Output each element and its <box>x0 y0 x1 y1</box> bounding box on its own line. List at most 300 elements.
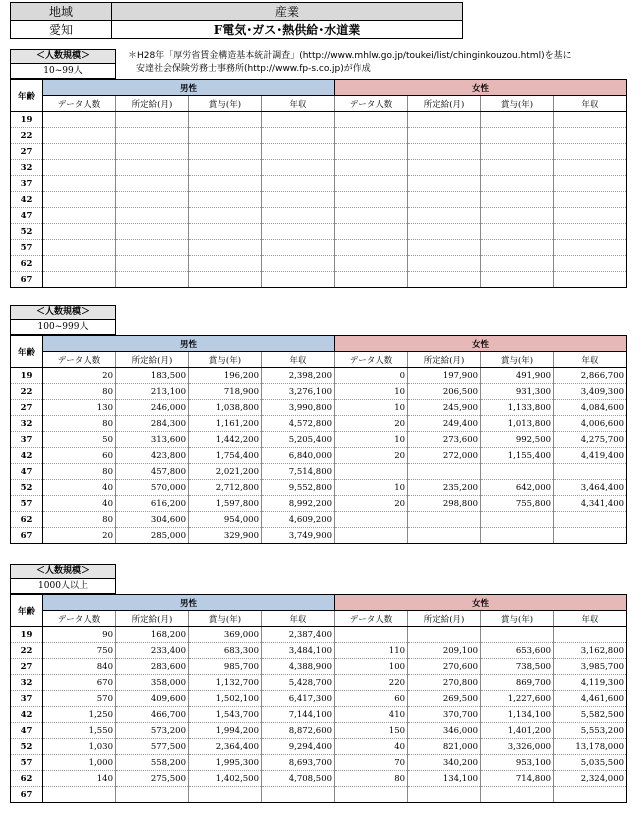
female-value-cell: 40 <box>335 739 408 755</box>
female-value-cell <box>481 240 554 256</box>
male-value-cell <box>43 176 116 192</box>
female-value-cell: 209,100 <box>408 643 481 659</box>
female-value-cell <box>408 627 481 643</box>
male-value-cell <box>43 192 116 208</box>
male-value-cell <box>43 240 116 256</box>
table-row <box>11 643 627 659</box>
male-value-cell <box>262 787 335 803</box>
age-cell: 57 <box>11 755 43 771</box>
column-header: 年収 <box>262 352 335 368</box>
female-value-cell: 60 <box>335 691 408 707</box>
female-value-cell <box>335 208 408 224</box>
female-value-cell: 206,500 <box>408 384 481 400</box>
female-value-cell: 110 <box>335 643 408 659</box>
age-cell: 47 <box>11 464 43 480</box>
male-value-cell: 213,100 <box>116 384 189 400</box>
column-header: 賞与(年) <box>481 352 554 368</box>
female-value-cell: 642,000 <box>481 480 554 496</box>
female-value-cell: 738,500 <box>481 659 554 675</box>
size-badge: ＜人数規模＞ <box>10 305 116 320</box>
female-value-cell <box>335 256 408 272</box>
male-value-cell: 1,000 <box>43 755 116 771</box>
female-value-cell <box>481 512 554 528</box>
female-value-cell: 269,500 <box>408 691 481 707</box>
male-value-cell: 985,700 <box>189 659 262 675</box>
female-value-cell: 273,600 <box>408 432 481 448</box>
column-header: 所定給(月) <box>116 96 189 112</box>
female-value-cell <box>554 528 627 544</box>
column-header: 所定給(月) <box>408 352 481 368</box>
column-header: 年収 <box>554 352 627 368</box>
male-value-cell <box>116 128 189 144</box>
male-value-cell: 2,712,800 <box>189 480 262 496</box>
male-value-cell: 140 <box>43 771 116 787</box>
female-value-cell <box>335 144 408 160</box>
table-row <box>11 675 627 691</box>
table-row <box>11 755 627 771</box>
male-value-cell: 573,200 <box>116 723 189 739</box>
female-value-cell: 3,409,300 <box>554 384 627 400</box>
male-value-cell: 8,872,600 <box>262 723 335 739</box>
age-cell: 47 <box>11 723 43 739</box>
male-value-cell: 5,205,400 <box>262 432 335 448</box>
male-value-cell: 1,402,500 <box>189 771 262 787</box>
male-value-cell: 329,900 <box>189 528 262 544</box>
female-value-cell <box>335 112 408 128</box>
male-value-cell: 1,250 <box>43 707 116 723</box>
female-value-cell <box>335 176 408 192</box>
female-value-cell: 1,133,800 <box>481 400 554 416</box>
female-value-cell <box>481 128 554 144</box>
male-value-cell: 80 <box>43 464 116 480</box>
size-scale: 100~999人 <box>10 320 116 335</box>
male-value-cell <box>189 208 262 224</box>
female-value-cell <box>481 528 554 544</box>
male-value-cell: 2,021,200 <box>189 464 262 480</box>
male-value-cell: 7,514,800 <box>262 464 335 480</box>
female-value-cell <box>408 176 481 192</box>
female-value-cell: 491,900 <box>481 368 554 384</box>
male-value-cell <box>262 112 335 128</box>
female-value-cell <box>554 464 627 480</box>
section-small <box>10 49 626 288</box>
male-value-cell: 954,000 <box>189 512 262 528</box>
female-value-cell: 4,341,400 <box>554 496 627 512</box>
female-value-cell: 10 <box>335 480 408 496</box>
male-value-cell: 40 <box>43 480 116 496</box>
column-header: 年収 <box>262 96 335 112</box>
table-row <box>11 627 627 643</box>
female-value-cell <box>554 627 627 643</box>
table-row <box>11 739 627 755</box>
female-value-cell <box>481 787 554 803</box>
female-value-cell <box>408 128 481 144</box>
male-value-cell <box>262 176 335 192</box>
column-header: データ人数 <box>43 96 116 112</box>
source-note-line1: ＊H28年「厚労省賃金構造基本統計調査」(http://www.mhlw.go.jp/toukei/list/chinginkouzou.html)を基に <box>128 51 572 61</box>
female-value-cell: 245,900 <box>408 400 481 416</box>
table-row <box>11 144 627 160</box>
male-value-cell: 1,132,700 <box>189 675 262 691</box>
male-value-cell <box>116 272 189 288</box>
male-value-cell: 40 <box>43 496 116 512</box>
male-value-cell <box>116 160 189 176</box>
male-value-cell <box>43 208 116 224</box>
female-value-cell <box>554 160 627 176</box>
size-scale: 10~99人 <box>10 64 116 79</box>
table-row <box>11 176 627 192</box>
age-cell: 62 <box>11 256 43 272</box>
table-row <box>11 659 627 675</box>
salary-grid <box>10 79 627 288</box>
female-value-cell <box>408 224 481 240</box>
male-value-cell: 313,600 <box>116 432 189 448</box>
male-value-cell: 130 <box>43 400 116 416</box>
column-header: 賞与(年) <box>189 352 262 368</box>
age-cell: 42 <box>11 707 43 723</box>
male-value-cell: 6,417,300 <box>262 691 335 707</box>
table-row <box>11 787 627 803</box>
male-value-cell: 3,990,800 <box>262 400 335 416</box>
column-header: データ人数 <box>43 611 116 627</box>
male-value-cell <box>116 176 189 192</box>
male-value-cell: 1,161,200 <box>189 416 262 432</box>
age-cell: 32 <box>11 160 43 176</box>
male-value-cell: 80 <box>43 384 116 400</box>
male-value-cell <box>189 176 262 192</box>
male-value-cell <box>43 787 116 803</box>
male-value-cell: 3,276,100 <box>262 384 335 400</box>
column-header: 年収 <box>554 96 627 112</box>
table-row <box>11 272 627 288</box>
female-value-cell: 1,227,600 <box>481 691 554 707</box>
female-value-cell <box>554 240 627 256</box>
female-value-cell <box>335 160 408 176</box>
female-value-cell <box>481 272 554 288</box>
male-value-cell: 718,900 <box>189 384 262 400</box>
table-row <box>11 512 627 528</box>
male-value-cell: 8,992,200 <box>262 496 335 512</box>
industry-value: F電気･ガス･熱供給･水道業 <box>112 21 463 39</box>
table-row <box>11 448 627 464</box>
female-value-cell: 270,600 <box>408 659 481 675</box>
age-cell: 67 <box>11 787 43 803</box>
male-value-cell: 9,552,800 <box>262 480 335 496</box>
male-value-cell <box>116 112 189 128</box>
male-value-cell: 50 <box>43 432 116 448</box>
female-value-cell: 220 <box>335 675 408 691</box>
male-value-cell: 20 <box>43 368 116 384</box>
female-value-cell: 1,401,200 <box>481 723 554 739</box>
female-value-cell <box>335 787 408 803</box>
column-header: データ人数 <box>335 611 408 627</box>
female-header: 女性 <box>335 595 627 611</box>
male-value-cell <box>116 256 189 272</box>
male-value-cell <box>262 160 335 176</box>
female-value-cell: 272,000 <box>408 448 481 464</box>
female-value-cell: 3,985,700 <box>554 659 627 675</box>
female-value-cell <box>554 112 627 128</box>
female-value-cell <box>481 627 554 643</box>
male-value-cell: 80 <box>43 512 116 528</box>
female-value-cell: 4,461,600 <box>554 691 627 707</box>
female-value-cell <box>481 144 554 160</box>
female-value-cell: 992,500 <box>481 432 554 448</box>
female-value-cell: 340,200 <box>408 755 481 771</box>
male-value-cell: 1,597,800 <box>189 496 262 512</box>
age-header: 年齢 <box>11 595 43 627</box>
female-value-cell: 3,464,400 <box>554 480 627 496</box>
male-value-cell: 4,708,500 <box>262 771 335 787</box>
female-value-cell: 1,134,100 <box>481 707 554 723</box>
female-value-cell <box>408 192 481 208</box>
table-row <box>11 256 627 272</box>
age-cell: 52 <box>11 480 43 496</box>
male-header: 男性 <box>43 595 335 611</box>
region-value: 愛知 <box>11 21 112 39</box>
table-row <box>11 192 627 208</box>
age-cell: 62 <box>11 771 43 787</box>
female-value-cell: 4,419,400 <box>554 448 627 464</box>
male-header: 男性 <box>43 80 335 96</box>
female-value-cell: 0 <box>335 368 408 384</box>
male-value-cell: 183,500 <box>116 368 189 384</box>
age-cell: 19 <box>11 112 43 128</box>
male-value-cell: 409,600 <box>116 691 189 707</box>
table-row <box>11 368 627 384</box>
age-cell: 37 <box>11 691 43 707</box>
male-value-cell: 1,994,200 <box>189 723 262 739</box>
male-value-cell: 6,840,000 <box>262 448 335 464</box>
female-value-cell <box>408 112 481 128</box>
female-value-cell <box>335 224 408 240</box>
male-value-cell <box>189 192 262 208</box>
table-row <box>11 128 627 144</box>
male-value-cell <box>43 160 116 176</box>
male-value-cell: 196,200 <box>189 368 262 384</box>
female-value-cell <box>408 144 481 160</box>
female-value-cell <box>481 464 554 480</box>
male-value-cell <box>116 208 189 224</box>
female-value-cell: 370,700 <box>408 707 481 723</box>
age-cell: 19 <box>11 627 43 643</box>
male-value-cell: 9,294,400 <box>262 739 335 755</box>
male-value-cell <box>116 144 189 160</box>
male-value-cell: 840 <box>43 659 116 675</box>
male-value-cell: 683,300 <box>189 643 262 659</box>
table-row <box>11 240 627 256</box>
age-cell: 27 <box>11 400 43 416</box>
female-value-cell: 346,000 <box>408 723 481 739</box>
male-value-cell: 466,700 <box>116 707 189 723</box>
age-cell: 52 <box>11 224 43 240</box>
female-value-cell <box>408 208 481 224</box>
table-row <box>11 208 627 224</box>
male-value-cell: 20 <box>43 528 116 544</box>
male-value-cell: 457,800 <box>116 464 189 480</box>
female-value-cell: 270,800 <box>408 675 481 691</box>
age-cell: 57 <box>11 240 43 256</box>
age-cell: 32 <box>11 416 43 432</box>
male-header: 男性 <box>43 336 335 352</box>
column-header: 所定給(月) <box>116 352 189 368</box>
female-value-cell <box>554 176 627 192</box>
age-cell: 27 <box>11 144 43 160</box>
female-value-cell <box>335 528 408 544</box>
male-value-cell <box>189 224 262 240</box>
salary-grid <box>10 594 627 803</box>
table-row <box>11 528 627 544</box>
male-value-cell: 2,387,400 <box>262 627 335 643</box>
male-value-cell <box>43 256 116 272</box>
age-cell: 57 <box>11 496 43 512</box>
female-value-cell <box>481 160 554 176</box>
female-value-cell: 10 <box>335 384 408 400</box>
column-header: 賞与(年) <box>481 611 554 627</box>
male-value-cell: 1,754,400 <box>189 448 262 464</box>
female-value-cell <box>554 272 627 288</box>
male-value-cell: 423,800 <box>116 448 189 464</box>
age-cell: 47 <box>11 208 43 224</box>
male-value-cell: 246,000 <box>116 400 189 416</box>
female-value-cell <box>481 208 554 224</box>
female-value-cell: 2,866,700 <box>554 368 627 384</box>
male-value-cell: 90 <box>43 627 116 643</box>
header-table <box>10 2 463 39</box>
column-header: データ人数 <box>43 352 116 368</box>
male-value-cell: 4,572,800 <box>262 416 335 432</box>
female-header: 女性 <box>335 80 627 96</box>
male-value-cell: 283,600 <box>116 659 189 675</box>
female-value-cell: 249,400 <box>408 416 481 432</box>
male-value-cell: 1,502,100 <box>189 691 262 707</box>
table-row <box>11 400 627 416</box>
female-value-cell: 197,900 <box>408 368 481 384</box>
data-table <box>10 594 626 803</box>
female-value-cell: 134,100 <box>408 771 481 787</box>
female-value-cell: 4,084,600 <box>554 400 627 416</box>
male-value-cell <box>262 128 335 144</box>
female-value-cell <box>554 192 627 208</box>
male-value-cell: 60 <box>43 448 116 464</box>
female-value-cell <box>554 224 627 240</box>
female-value-cell <box>481 224 554 240</box>
column-header: 年収 <box>262 611 335 627</box>
male-value-cell <box>189 160 262 176</box>
female-value-cell <box>554 128 627 144</box>
male-value-cell: 8,693,700 <box>262 755 335 771</box>
column-header: 賞与(年) <box>481 96 554 112</box>
male-value-cell: 750 <box>43 643 116 659</box>
table-row <box>11 224 627 240</box>
male-value-cell: 233,400 <box>116 643 189 659</box>
female-value-cell <box>335 512 408 528</box>
female-value-cell: 869,700 <box>481 675 554 691</box>
female-value-cell <box>481 176 554 192</box>
male-value-cell: 570,000 <box>116 480 189 496</box>
male-value-cell <box>189 272 262 288</box>
female-value-cell: 80 <box>335 771 408 787</box>
male-value-cell: 2,398,200 <box>262 368 335 384</box>
male-value-cell: 1,030 <box>43 739 116 755</box>
column-header: 所定給(月) <box>408 611 481 627</box>
male-value-cell: 2,364,400 <box>189 739 262 755</box>
table-row <box>11 691 627 707</box>
male-value-cell: 1,550 <box>43 723 116 739</box>
male-value-cell <box>189 787 262 803</box>
male-value-cell <box>262 208 335 224</box>
female-value-cell: 953,100 <box>481 755 554 771</box>
female-value-cell <box>335 192 408 208</box>
male-value-cell <box>116 192 189 208</box>
age-cell: 19 <box>11 368 43 384</box>
data-table <box>10 79 626 288</box>
male-value-cell: 275,500 <box>116 771 189 787</box>
male-value-cell: 616,200 <box>116 496 189 512</box>
female-value-cell: 13,178,000 <box>554 739 627 755</box>
male-value-cell <box>116 787 189 803</box>
male-value-cell: 3,749,900 <box>262 528 335 544</box>
female-value-cell: 2,324,000 <box>554 771 627 787</box>
male-value-cell: 284,300 <box>116 416 189 432</box>
male-value-cell: 1,442,200 <box>189 432 262 448</box>
table-row <box>11 771 627 787</box>
female-value-cell: 931,300 <box>481 384 554 400</box>
male-value-cell: 670 <box>43 675 116 691</box>
section-medium <box>10 305 626 544</box>
column-header: データ人数 <box>335 352 408 368</box>
female-value-cell: 70 <box>335 755 408 771</box>
male-value-cell <box>262 144 335 160</box>
age-cell: 22 <box>11 128 43 144</box>
male-value-cell <box>43 272 116 288</box>
female-value-cell <box>408 787 481 803</box>
source-note-line2: 安達社会保険労務士事務所(http://www.fp-s.co.jp)が作成 <box>136 64 371 74</box>
female-value-cell: 150 <box>335 723 408 739</box>
female-value-cell: 10 <box>335 400 408 416</box>
male-value-cell: 4,609,200 <box>262 512 335 528</box>
female-value-cell: 5,582,500 <box>554 707 627 723</box>
female-value-cell <box>408 256 481 272</box>
female-value-cell: 20 <box>335 416 408 432</box>
male-value-cell: 7,144,100 <box>262 707 335 723</box>
age-cell: 27 <box>11 659 43 675</box>
age-header: 年齢 <box>11 80 43 112</box>
male-value-cell: 4,388,900 <box>262 659 335 675</box>
female-value-cell <box>481 112 554 128</box>
column-header: 賞与(年) <box>189 96 262 112</box>
male-value-cell <box>43 128 116 144</box>
male-value-cell <box>262 192 335 208</box>
table-row <box>11 707 627 723</box>
female-value-cell <box>554 144 627 160</box>
female-value-cell <box>408 240 481 256</box>
male-value-cell: 558,200 <box>116 755 189 771</box>
salary-grid <box>10 335 627 544</box>
male-value-cell <box>262 240 335 256</box>
age-cell: 42 <box>11 448 43 464</box>
male-value-cell <box>262 224 335 240</box>
age-cell: 62 <box>11 512 43 528</box>
female-value-cell: 1,155,400 <box>481 448 554 464</box>
female-value-cell: 3,326,000 <box>481 739 554 755</box>
female-value-cell: 4,006,600 <box>554 416 627 432</box>
male-value-cell <box>189 144 262 160</box>
male-value-cell: 570 <box>43 691 116 707</box>
table-row <box>11 480 627 496</box>
female-value-cell <box>335 240 408 256</box>
male-value-cell <box>43 224 116 240</box>
